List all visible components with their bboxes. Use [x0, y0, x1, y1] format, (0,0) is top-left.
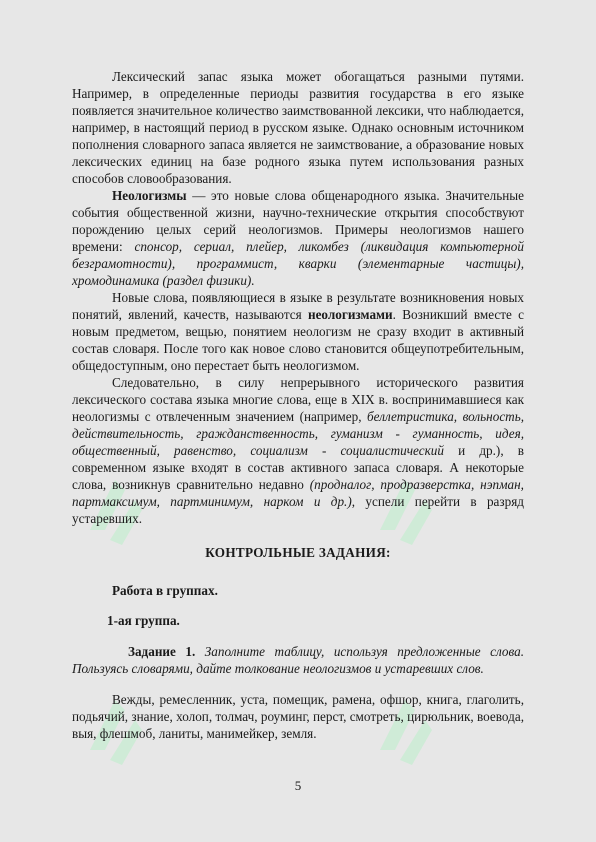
paragraph-2-examples: спонсор, сериал, плейер, ликомбез (ликвидация компьютерной безграмотности), программист, кварки (элементарные частицы), хромодинамика (раздел физики).: [72, 239, 524, 288]
section-heading: КОНТРОЛЬНЫЕ ЗАДАНИЯ:: [205, 545, 391, 560]
group-work-label: Работа в группах.: [112, 583, 218, 598]
task-1-label: Задание 1.: [128, 644, 196, 659]
paragraph-4-text-2: и др.), в современном языке входят в состав активного запаса словаря. А некоторые слова, возникнув сравнительно недавно: [72, 443, 525, 492]
task-1: [72, 643, 524, 677]
page-number: 5: [294, 778, 302, 793]
paragraph-4-text: Следовательно, в силу непрерывного исторического развития лексического состава языка многие слова, еще в XIX в. воспринимавшиеся как неологизмы с отвлеченным значением (например,: [72, 375, 524, 424]
paragraph-4: [72, 374, 524, 527]
word-list: Вежды, ремесленник, уста, помещик, рамена, офшор, книга, глаголить, подьячий, знание, холоп, толмач, роуминг, перст, смотреть, цирюльник, воевода, выя, флешмоб, ланиты, манимейкер, земля.: [72, 692, 524, 741]
paragraph-4-examples-2: (продналог, продразверстка, нэпман, партмаксимум, партминимум, нарком и др.): [72, 477, 524, 509]
task-1-instruction: Заполните таблицу, используя предложенные слова. Пользуясь словарями, дайте толкование неологизмов и устаревших слов.: [72, 644, 524, 676]
paragraph-3: [72, 289, 524, 374]
group-1-label: 1-ая группа.: [107, 613, 180, 628]
term-neologisms: Неологизмы: [112, 188, 187, 203]
paragraph-2-text: — это новые слова общенародного языка. Значительные события общественной жизни, научно-технические открытия способствуют порождению целых серий неологизмов. Примеры неологизмов нашего времени:: [72, 188, 524, 254]
paragraph-3-text-2: . Возникший вместе с новым предметом, вещью, понятием неологизм не сразу входит в активный состав словаря. После того как новое слово становится общеупотребительным, общедоступным, оно перестает быть неологизмом.: [72, 307, 524, 373]
paragraph-4-text-3: , успели перейти в разряд устаревших.: [72, 494, 524, 526]
term-neologisms-2: неологизмами: [307, 307, 393, 322]
paragraph-2: [72, 187, 524, 289]
page-content: [72, 68, 524, 742]
paragraph-1: Лексический запас языка может обогащаться разными путями. Например, в определенные периоды развития государства в его языке появляется значительное количество заимствованной лексики, что наблюдается, например, в настоящий период в русском языке. Однако основным источником пополнения словарного запаса является не заимствование, а образование новых лексических единиц на базе родного языка путем использования разных способов словообразования.: [72, 69, 524, 186]
paragraph-3-text: Новые слова, появляющиеся в языке в результате возникновения новых понятий, явлений, качеств, называются: [72, 290, 524, 322]
paragraph-4-examples: беллетристика, вольность, действительность, гражданственность, гуманизм - гуманность, идея, общественный, равенство, социализм - социалистический: [72, 409, 524, 458]
